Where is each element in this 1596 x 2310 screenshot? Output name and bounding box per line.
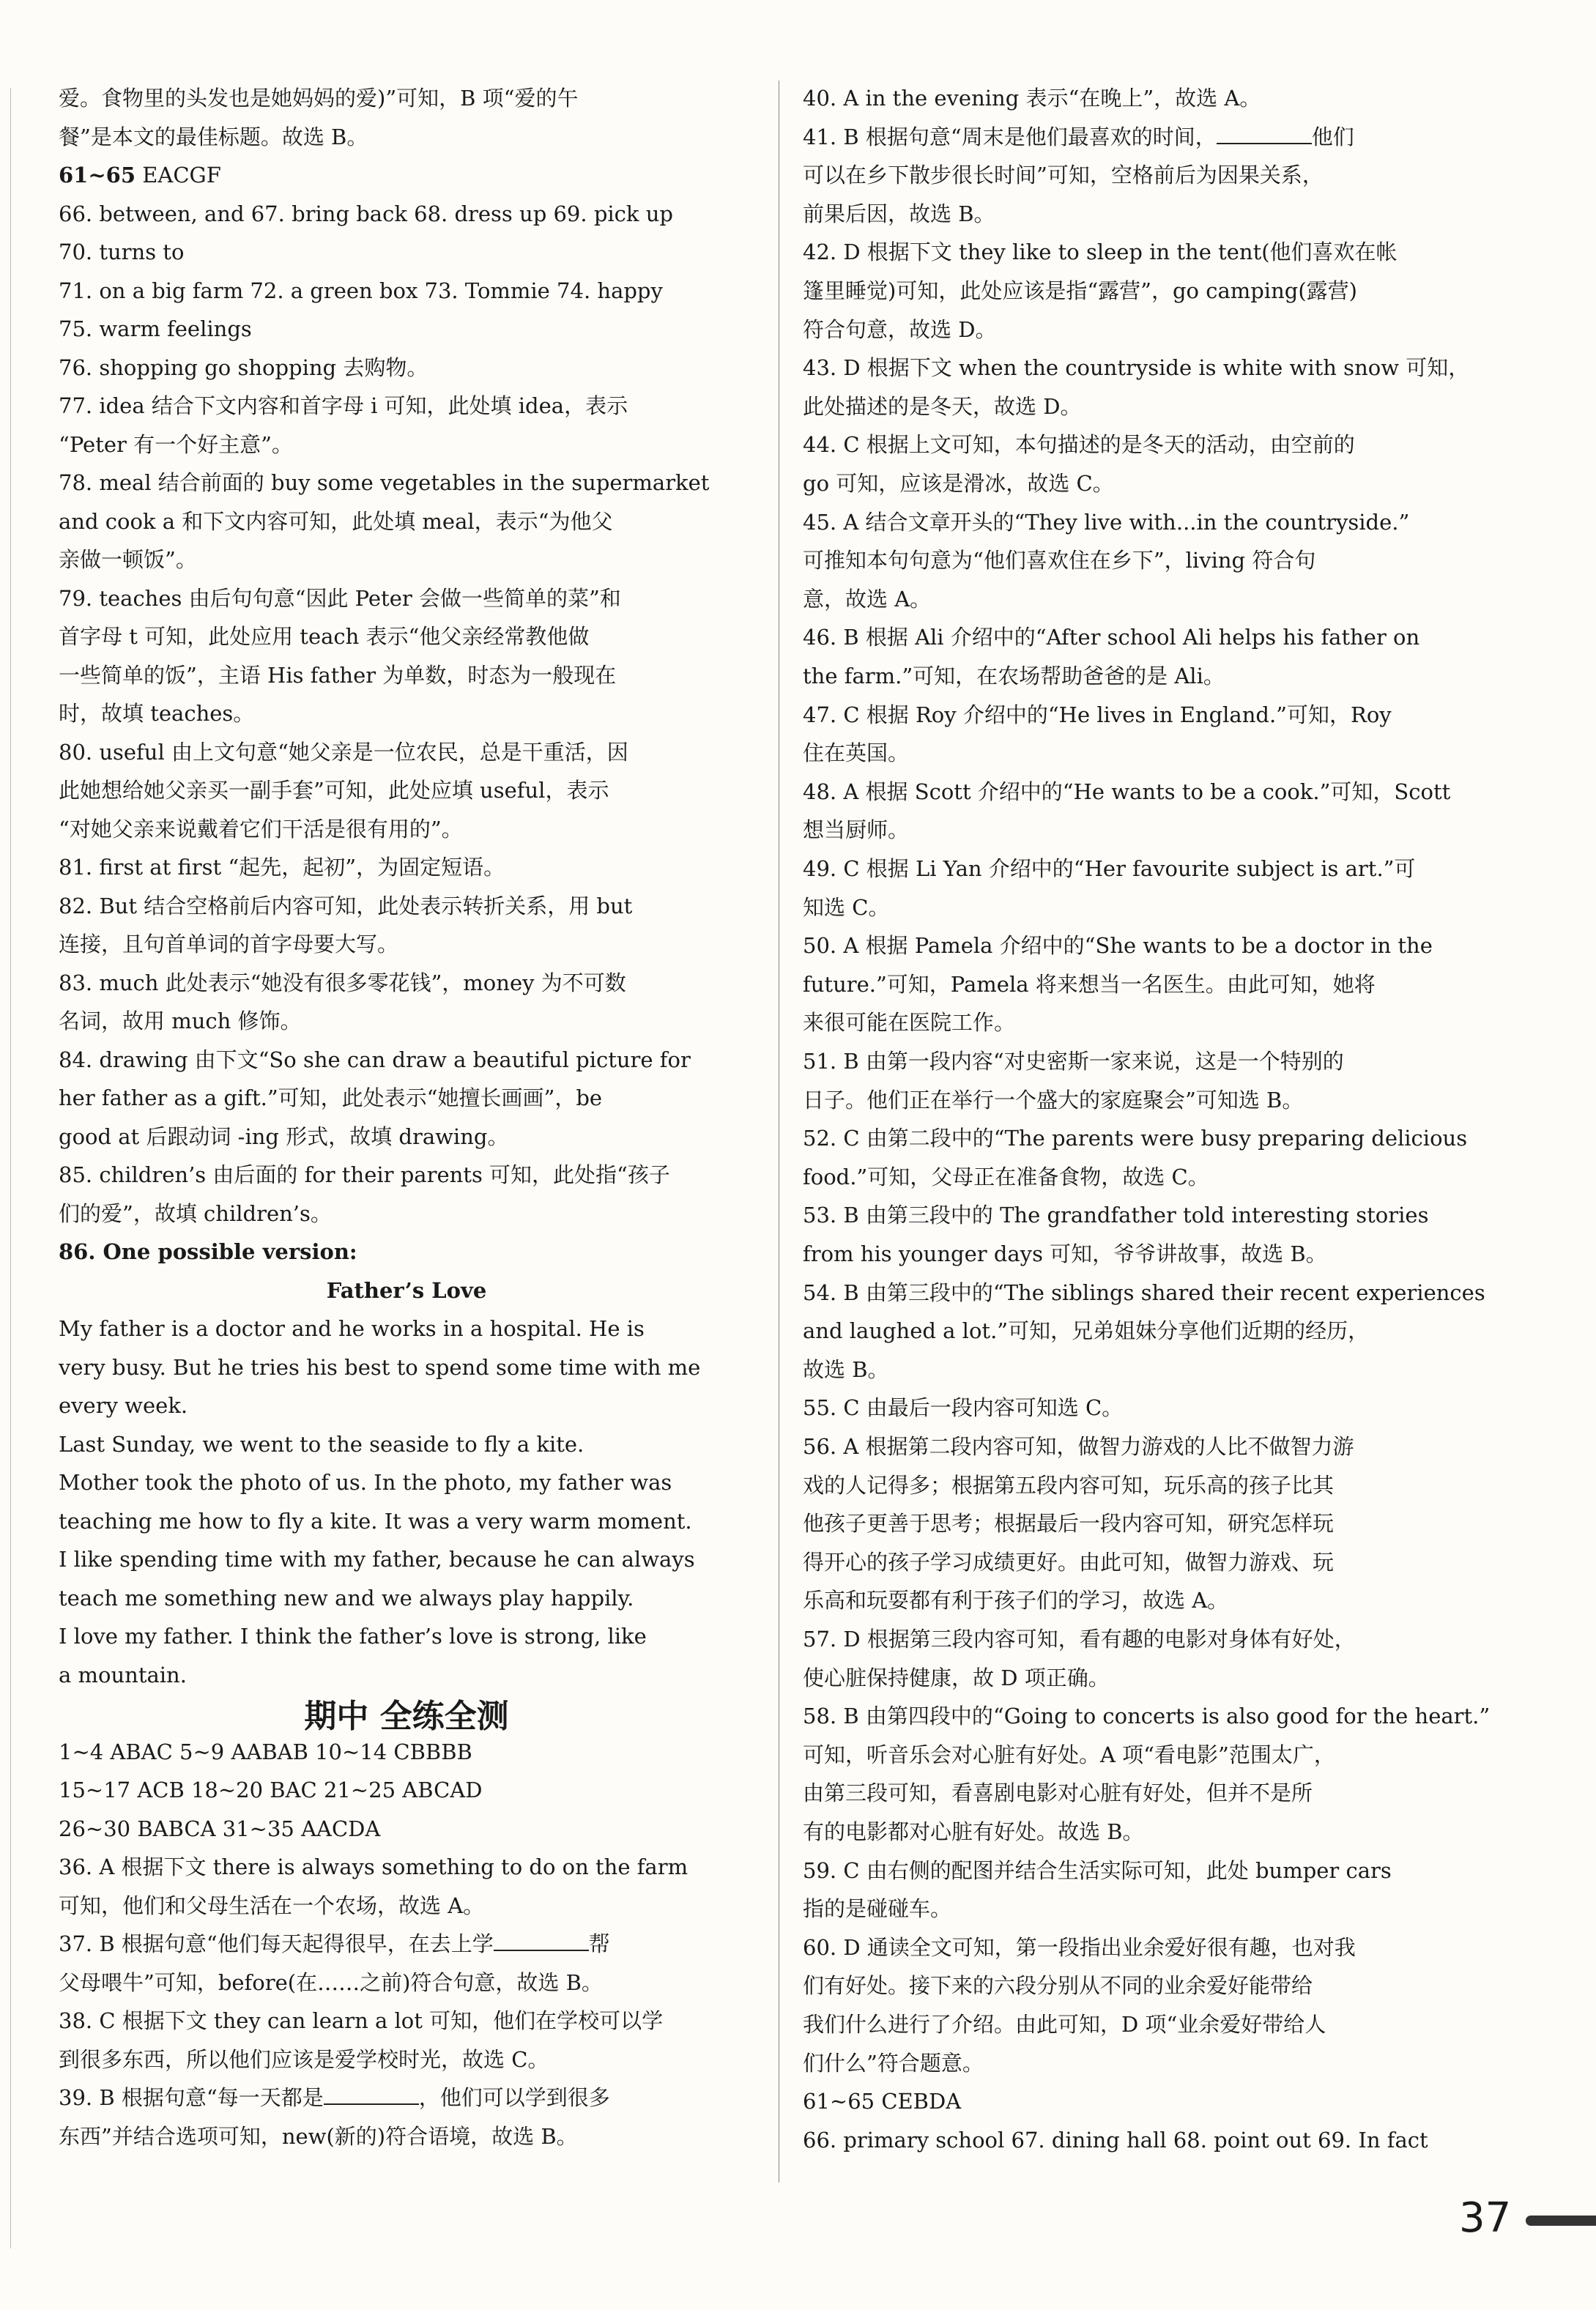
line-text: food.”可知，父母正在准备食物，故选 C。 bbox=[803, 1164, 1209, 1189]
line-text: 可推知本句句意为“他们喜欢住在乡下”，living 符合句 bbox=[803, 548, 1316, 573]
line-text: 44. C 根据上文可知，本句描述的是冬天的活动，由空前的 bbox=[803, 432, 1355, 458]
page-tab-decoration bbox=[1526, 2216, 1596, 2226]
line-text: 70. turns to bbox=[59, 239, 185, 264]
text-line bbox=[59, 272, 754, 310]
line-text: 43. D 根据下文 when the countryside is white with snow 可知， bbox=[803, 355, 1470, 381]
line-text: 们什么”符合题意。 bbox=[803, 2050, 984, 2076]
text-line bbox=[59, 387, 754, 425]
text-line bbox=[803, 1196, 1506, 1234]
line-text: 可知，他们和父母生活在一个农场，故选 A。 bbox=[59, 1893, 485, 1918]
line-text: EACGF bbox=[142, 163, 221, 187]
text-line bbox=[59, 810, 754, 848]
text-line bbox=[59, 1118, 754, 1156]
text-line bbox=[59, 1463, 754, 1501]
text-line bbox=[59, 541, 754, 579]
line-text: 84. drawing 由下文“So she can draw a beautiful picture for bbox=[59, 1047, 691, 1072]
text-line bbox=[803, 426, 1506, 464]
text-line bbox=[803, 926, 1506, 965]
text-line bbox=[803, 2044, 1506, 2082]
line-text: 住在英国。 bbox=[803, 740, 910, 766]
text-line bbox=[59, 502, 754, 541]
line-text: 47. C 根据 Roy 介绍中的“He lives in England.”可知，Roy bbox=[803, 702, 1392, 727]
text-line bbox=[59, 1617, 754, 1655]
text-line bbox=[803, 1967, 1506, 2005]
text-line bbox=[59, 617, 754, 656]
text-line bbox=[59, 1195, 754, 1233]
line-text: 他孩子更善于思考；根据最后一段内容可知，研究怎样玩 bbox=[803, 1511, 1335, 1537]
text-line bbox=[59, 2079, 754, 2117]
text-line bbox=[803, 1890, 1506, 1928]
text-line bbox=[803, 79, 1506, 117]
page-number: 37 bbox=[1459, 2194, 1512, 2242]
text-line bbox=[803, 503, 1506, 541]
line-text: 66. between, and 67. bring back 68. dress up 69. pick up bbox=[59, 201, 673, 226]
line-text: 58. B 由第四段中的“Going to concerts is also good for the heart.” bbox=[803, 1704, 1491, 1729]
text-line bbox=[59, 156, 754, 194]
text-line bbox=[59, 1502, 754, 1540]
line-text: 51. B 由第一段内容“对史密斯一家来说，这是一个特别的 bbox=[803, 1049, 1344, 1074]
text-line bbox=[59, 1887, 754, 1925]
text-line bbox=[59, 1925, 754, 1963]
line-text: 85. children’s 由后面的 for their parents 可知，此处指“孩子 bbox=[59, 1162, 670, 1187]
line-text: 36. A 根据下文 there is always something to do on the farm bbox=[59, 1854, 688, 1879]
line-text: 15~17 ACB 18~20 BAC 21~25 ABCAD bbox=[59, 1778, 483, 1802]
text-line bbox=[59, 1425, 754, 1463]
line-text: 此处描述的是冬天，故选 D。 bbox=[803, 393, 1082, 419]
line-text: 49. C 根据 Li Yan 介绍中的“Her favourite subject is art.”可 bbox=[803, 856, 1416, 881]
text-line bbox=[803, 1158, 1506, 1196]
text-line bbox=[803, 1620, 1506, 1658]
text-line bbox=[59, 1386, 754, 1425]
text-line bbox=[803, 118, 1506, 156]
line-text: 50. A 根据 Pamela 介绍中的“She wants to be a doctor in the bbox=[803, 933, 1433, 959]
line-text: 79. teaches 由后句句意“因此 Peter 会做一些简单的菜”和 bbox=[59, 585, 621, 611]
text-line bbox=[59, 233, 754, 271]
line-text: 40. A in the evening 表示“在晚上”，故选 A。 bbox=[803, 86, 1261, 111]
answer-blank bbox=[1217, 121, 1312, 144]
text-line bbox=[59, 887, 754, 925]
text-line bbox=[59, 694, 754, 732]
line-text: 71. on a big farm 72. a green box 73. Tommie 74. happy bbox=[59, 278, 663, 303]
line-text: good at 后跟动词 -ing 形式，故填 drawing。 bbox=[59, 1124, 509, 1149]
text-line bbox=[59, 310, 754, 348]
line-text: Last Sunday, we went to the seaside to fly a kite. bbox=[59, 1431, 584, 1457]
answer-blank bbox=[324, 2081, 419, 2105]
line-text: 38. C 根据下文 they can learn a lot 可知，他们在学校可以学 bbox=[59, 2008, 664, 2033]
line-text: 76. shopping go shopping 去购物。 bbox=[59, 354, 428, 380]
text-line bbox=[59, 1656, 754, 1694]
text-line bbox=[803, 888, 1506, 926]
text-line bbox=[59, 1810, 754, 1848]
line-text: 55. C 由最后一段内容可知选 C。 bbox=[803, 1395, 1124, 1421]
text-line bbox=[803, 387, 1506, 426]
line-text: “Peter 有一个好主意”。 bbox=[59, 431, 293, 457]
line-text: 帮 bbox=[588, 1931, 610, 1956]
line-text: a mountain. bbox=[59, 1662, 187, 1687]
question-range: 61~65 bbox=[59, 163, 136, 187]
text-line bbox=[59, 848, 754, 886]
text-line bbox=[803, 1774, 1506, 1812]
text-line bbox=[803, 464, 1506, 502]
line-text: 父母喂牛”可知，before(在……之前)符合句意，故选 B。 bbox=[59, 1969, 603, 1995]
line-text: and cook a 和下文内容可知，此处填 meal，表示“为他父 bbox=[59, 508, 613, 534]
text-line bbox=[803, 1852, 1506, 1890]
line-text: 知选 C。 bbox=[803, 894, 890, 920]
line-text: 86. One possible version: bbox=[59, 1239, 357, 1264]
line-text: teach me something new and we always play happily. bbox=[59, 1585, 634, 1611]
line-text: 39. B 根据句意“每一天都是 bbox=[59, 2085, 324, 2110]
line-text: 到很多东西，所以他们应该是爱学校时光，故选 C。 bbox=[59, 2046, 549, 2072]
line-text: 41. B 根据句意“周末是他们最喜欢的时间， bbox=[803, 124, 1217, 149]
line-text: 可以在乡下散步很长时间”可知，空格前后为因果关系， bbox=[803, 163, 1324, 188]
text-line bbox=[59, 349, 754, 387]
text-line bbox=[59, 1348, 754, 1386]
line-text: 59. C 由右侧的配图并结合生活实际可知，此处 bumper cars bbox=[803, 1857, 1392, 1883]
text-line bbox=[803, 580, 1506, 618]
line-text: 使心脏保持健康，故 D 项正确。 bbox=[803, 1665, 1110, 1690]
text-line bbox=[803, 1351, 1506, 1389]
text-line bbox=[803, 1427, 1506, 1466]
line-text: 指的是碰碰车。 bbox=[803, 1896, 952, 1922]
text-line bbox=[803, 1736, 1506, 1774]
line-text: 83. much 此处表示“她没有很多零花钱”，money 为不可数 bbox=[59, 970, 626, 995]
text-line bbox=[59, 1540, 754, 1578]
line-text: I love my father. I think the father’s love is strong, like bbox=[59, 1624, 647, 1649]
text-line bbox=[59, 579, 754, 617]
line-text: 连接，且句首单词的首字母要大写。 bbox=[59, 932, 399, 957]
text-line bbox=[803, 696, 1506, 734]
line-text: 他们 bbox=[1311, 124, 1354, 149]
text-line bbox=[803, 1389, 1506, 1427]
text-line bbox=[803, 1119, 1506, 1157]
line-text: 42. D 根据下文 they like to sleep in the tent(他们喜欢在帐 bbox=[803, 239, 1398, 265]
line-text: 亲做一顿饭”。 bbox=[59, 547, 197, 572]
text-line bbox=[59, 1156, 754, 1194]
text-line bbox=[803, 2121, 1506, 2159]
text-line bbox=[803, 1697, 1506, 1735]
text-line bbox=[803, 272, 1506, 310]
text-line bbox=[803, 1081, 1506, 1119]
text-line bbox=[803, 233, 1506, 271]
text-line bbox=[59, 1041, 754, 1079]
line-text: Mother took the photo of us. In the photo, my father was bbox=[59, 1470, 672, 1495]
line-text: 我们什么进行了介绍。由此可知，D 项“业余爱好带给人 bbox=[803, 2012, 1326, 2037]
text-line bbox=[803, 1042, 1506, 1080]
line-text: very busy. But he tries his best to spend some time with me bbox=[59, 1354, 701, 1380]
answer-blank bbox=[494, 1928, 589, 1951]
line-text: 来很可能在医院工作。 bbox=[803, 1010, 1016, 1036]
margin-rule bbox=[10, 88, 11, 2248]
text-line bbox=[803, 156, 1506, 194]
text-line bbox=[803, 1813, 1506, 1851]
line-text: 82. But 结合空格前后内容可知，此处表示转折关系，用 but bbox=[59, 893, 633, 918]
text-line bbox=[59, 733, 754, 771]
text-line bbox=[803, 965, 1506, 1003]
line-text: 37. B 根据句意“他们每天起得很早，在去上学 bbox=[59, 1931, 494, 1956]
text-line bbox=[59, 1002, 754, 1040]
text-line bbox=[803, 657, 1506, 695]
text-line bbox=[59, 2002, 754, 2040]
text-line bbox=[59, 656, 754, 694]
text-line bbox=[59, 925, 754, 963]
text-line bbox=[803, 1581, 1506, 1619]
text-line bbox=[803, 195, 1506, 233]
text-line bbox=[59, 426, 754, 464]
line-text: 52. C 由第二段中的“The parents were busy preparing delicious bbox=[803, 1126, 1468, 1151]
line-text: 75. warm feelings bbox=[59, 316, 252, 341]
text-line bbox=[803, 1274, 1506, 1312]
text-line bbox=[803, 2082, 1506, 2120]
line-text: 时，故填 teaches。 bbox=[59, 701, 255, 726]
line-text: go 可知，应该是滑冰，故选 C。 bbox=[803, 471, 1114, 496]
line-text: 们的爱”，故填 children’s。 bbox=[59, 1200, 332, 1226]
text-line bbox=[803, 1466, 1506, 1504]
line-text: 由第三段可知，看喜剧电影对心脏有好处，但并不是所 bbox=[803, 1780, 1313, 1806]
text-line bbox=[803, 1928, 1506, 1967]
line-text: 此她想给她父亲买一副手套”可知，此处应填 useful，表示 bbox=[59, 778, 609, 803]
text-line bbox=[803, 618, 1506, 656]
text-line bbox=[59, 1579, 754, 1617]
text-line bbox=[803, 1312, 1506, 1350]
text-line bbox=[803, 1659, 1506, 1697]
text-line bbox=[59, 1310, 754, 1348]
text-line bbox=[803, 1543, 1506, 1581]
line-text: “对她父亲来说戴着它们干活是很有用的”。 bbox=[59, 816, 463, 842]
line-text: 46. B 根据 Ali 介绍中的“After school Ali helps his father on bbox=[803, 625, 1420, 650]
line-text: 80. useful 由上文句意“她父亲是一位农民，总是干重活，因 bbox=[59, 739, 628, 765]
text-line bbox=[803, 1003, 1506, 1041]
line-text: 一些简单的饭”，主语 His father 为单数，时态为一般现在 bbox=[59, 662, 617, 688]
text-line bbox=[59, 118, 754, 156]
line-text: ，他们可以学到很多 bbox=[418, 2085, 610, 2110]
text-line bbox=[803, 349, 1506, 387]
text-line bbox=[59, 1733, 754, 1771]
line-text: 爱。食物里的头发也是她妈妈的爱)”可知，B 项“爱的午 bbox=[59, 86, 579, 111]
line-text: 得开心的孩子学习成绩更好。由此可知，做智力游戏、玩 bbox=[803, 1549, 1335, 1575]
line-text: 前果后因，故选 B。 bbox=[803, 201, 995, 226]
line-text: 57. D 根据第三段内容可知，看有趣的电影对身体有好处， bbox=[803, 1627, 1356, 1652]
line-text: teaching me how to fly a kite. It was a very warm moment. bbox=[59, 1508, 692, 1534]
text-line bbox=[59, 1848, 754, 1886]
text-line bbox=[59, 1964, 754, 2002]
text-line bbox=[59, 964, 754, 1002]
text-line bbox=[59, 2117, 754, 2155]
line-text: 有的电影都对心脏有好处。故选 B。 bbox=[803, 1819, 1144, 1844]
line-text: 期中 全练全测 bbox=[304, 1698, 509, 1735]
line-text: 45. A 结合文章开头的“They live with...in the countryside.” bbox=[803, 509, 1410, 535]
text-line bbox=[59, 771, 754, 809]
line-text: 篷里睡觉)可知，此处应该是指“露营”，go camping(露营) bbox=[803, 278, 1357, 303]
text-line bbox=[803, 850, 1506, 888]
line-text: 东西”并结合选项可知，new(新的)符合语境，故选 B。 bbox=[59, 2123, 578, 2149]
text-line bbox=[803, 773, 1506, 811]
line-text: 符合句意，故选 D。 bbox=[803, 316, 997, 342]
text-line bbox=[59, 1271, 754, 1310]
text-line bbox=[803, 2005, 1506, 2043]
line-text: 78. meal 结合前面的 buy some vegetables in the supermarket bbox=[59, 470, 710, 495]
line-text: 故选 B。 bbox=[803, 1356, 889, 1382]
text-line bbox=[59, 1233, 754, 1271]
line-text: 们有好处。接下来的六段分别从不同的业余爱好能带给 bbox=[803, 1973, 1313, 1999]
text-line bbox=[803, 541, 1506, 579]
line-text: 乐高和玩耍都有利于孩子们的学习，故选 A。 bbox=[803, 1588, 1229, 1613]
line-text: from his younger days 可知，爷爷讲故事，故选 B。 bbox=[803, 1241, 1327, 1266]
line-text: 56. A 根据第二段内容可知，做智力游戏的人比不做智力游 bbox=[803, 1434, 1354, 1459]
line-text: 想当厨师。 bbox=[803, 817, 910, 843]
text-line bbox=[803, 811, 1506, 849]
line-text: every week. bbox=[59, 1393, 188, 1418]
line-text: 日子。他们正在举行一个盛大的家庭聚会”可知选 B。 bbox=[803, 1087, 1304, 1113]
line-text: My father is a doctor and he works in a hospital. He is bbox=[59, 1316, 645, 1341]
line-text: 60. D 通读全文可知，第一段指出业余爱好很有趣，也对我 bbox=[803, 1934, 1356, 1960]
line-text: 1~4 ABAC 5~9 AABAB 10~14 CBBBB bbox=[59, 1739, 472, 1764]
line-text: 26~30 BABCA 31~35 AACDA bbox=[59, 1816, 381, 1841]
line-text: I like spending time with my father, because he can always bbox=[59, 1547, 695, 1572]
text-line bbox=[59, 1771, 754, 1809]
line-text: 首字母 t 可知，此处应用 teach 表示“他父亲经常教他做 bbox=[59, 624, 590, 649]
text-line bbox=[803, 1235, 1506, 1273]
line-text: her father as a gift.”可知，此处表示“她擅长画画”，be bbox=[59, 1085, 603, 1110]
text-line bbox=[59, 195, 754, 233]
text-line bbox=[59, 1079, 754, 1117]
line-text: 54. B 由第三段中的“The siblings shared their recent experiences bbox=[803, 1280, 1485, 1305]
line-text: 可知，听音乐会对心脏有好处。A 项“看电影”范围太广， bbox=[803, 1742, 1335, 1767]
line-text: 81. first at first “起先，起初”，为固定短语。 bbox=[59, 855, 505, 880]
line-text: 餐”是本文的最佳标题。故选 B。 bbox=[59, 124, 368, 149]
text-line bbox=[59, 79, 754, 117]
text-line bbox=[59, 2040, 754, 2079]
text-line bbox=[803, 1504, 1506, 1542]
line-text: 66. primary school 67. dining hall 68. point out 69. In fact bbox=[803, 2127, 1428, 2153]
line-text: 名词，故用 much 修饰。 bbox=[59, 1009, 302, 1033]
text-line bbox=[803, 311, 1506, 349]
text-line bbox=[803, 734, 1506, 772]
line-text: Father’s Love bbox=[326, 1277, 487, 1303]
line-text: 48. A 根据 Scott 介绍中的“He wants to be a cook.”可知，Scott bbox=[803, 779, 1451, 804]
line-text: 61~65 CEBDA bbox=[803, 2089, 962, 2114]
line-text: 77. idea 结合下文内容和首字母 i 可知，此处填 idea，表示 bbox=[59, 393, 628, 418]
line-text: 意，故选 A。 bbox=[803, 586, 932, 612]
line-text: and laughed a lot.”可知，兄弟姐妹分享他们近期的经历， bbox=[803, 1318, 1370, 1344]
line-text: 戏的人记得多；根据第五段内容可知，玩乐高的孩子比其 bbox=[803, 1472, 1335, 1498]
line-text: future.”可知，Pamela 将来想当一名医生。由此可知，她将 bbox=[803, 971, 1376, 997]
text-line bbox=[59, 464, 754, 502]
line-text: 53. B 由第三段中的 The grandfather told interesting stories bbox=[803, 1203, 1429, 1228]
line-text: the farm.”可知，在农场帮助爸爸的是 Ali。 bbox=[803, 664, 1225, 688]
